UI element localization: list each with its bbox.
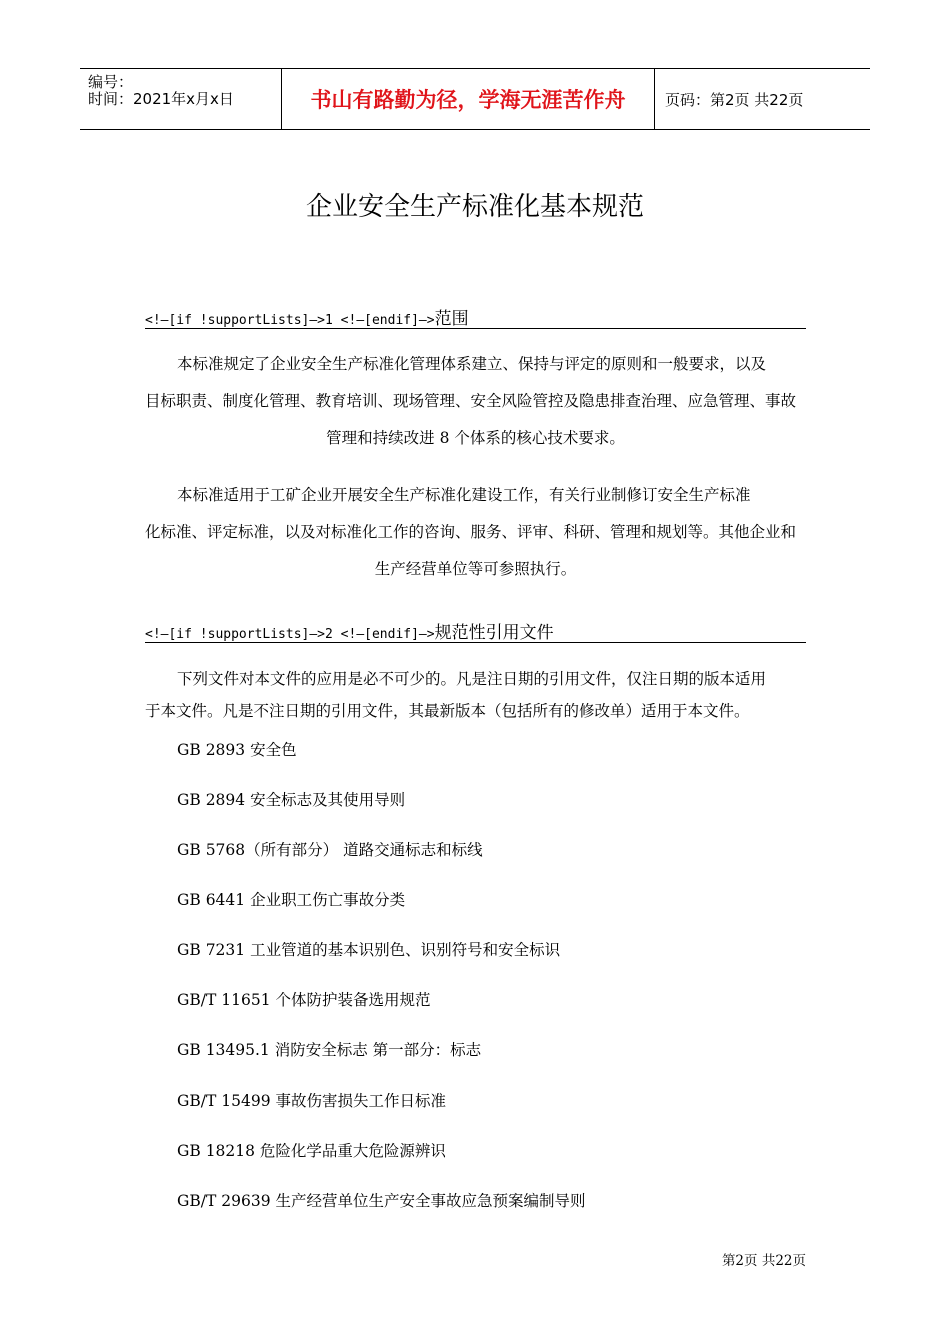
paragraph-line: 生产经营单位等可参照执行。 [374,560,577,578]
reference-item: GB/T 11651 个体防护装备选用规范 [177,991,431,1009]
paragraph-references-intro [145,663,806,727]
paragraph-scope-1 [145,346,806,457]
reference-item: GB/T 15499 事故伤害损失工作日标准 [177,1092,446,1110]
paragraph-line: 化标准、评定标准，以及对标准化工作的咨询、服务、评审、科研、管理和规划等。其他企业和 [145,523,797,541]
section-heading-scope [145,304,806,329]
paragraph-scope-2 [145,477,806,588]
paragraph-line: 本标准规定了企业安全生产标准化管理体系建立、保持与评定的原则和一般要求，以及 [177,355,767,373]
footer-page-number: 第2页 共22页 [721,1253,806,1269]
document-header [80,68,870,130]
section-list-marker: <!—[if !supportLists]—>1 <!—[endif]—> [145,313,435,328]
paragraph-line: 本标准适用于工矿企业开展安全生产标准化建设工作，有关行业制修订安全生产标准 [177,486,751,504]
reference-item: GB 5768（所有部分） 道路交通标志和标线 [177,841,483,859]
paragraph-line: 管理和持续改进 8 个体系的核心技术要求。 [326,429,625,447]
section-heading-text: 规范性引用文件 [434,623,554,643]
reference-item: GB 2893 安全色 [177,741,297,759]
time-label: 时间：2021年x月x日 [88,90,234,108]
reference-item: GB 2894 安全标志及其使用导则 [177,791,406,809]
reference-item: GB 6441 企业职工伤亡事故分类 [177,891,406,909]
reference-item: GB/T 29639 生产经营单位生产安全事故应急预案编制导则 [177,1192,586,1210]
paragraph-line: 下列文件对本文件的应用是必不可少的。凡是注日期的引用文件，仅注日期的版本适用 [177,670,767,688]
section-heading-references [145,618,806,643]
header-divider [654,69,655,129]
header-page-number: 页码：第2页 共22页 [665,90,804,109]
header-motto: 书山有路勤为径，学海无涯苦作舟 [310,88,626,112]
section-list-marker: <!—[if !supportLists]—>2 <!—[endif]—> [145,627,435,642]
reference-item: GB 13495.1 消防安全标志 第一部分：标志 [177,1041,482,1059]
reference-item: GB 18218 危险化学品重大危险源辨识 [177,1142,446,1160]
code-label: 编号： [88,73,134,91]
header-meta [88,69,282,129]
section-heading-text: 范围 [434,309,469,329]
document-title: 企业安全生产标准化基本规范 [305,192,644,222]
paragraph-line: 目标职责、制度化管理、教育培训、现场管理、安全风险管控及隐患排查治理、应急管理、事故 [145,392,797,410]
reference-item: GB 7231 工业管道的基本识别色、识别符号和安全标识 [177,941,561,959]
paragraph-line: 于本文件。凡是不注日期的引用文件，其最新版本（包括所有的修改单）适用于本文件。 [145,702,750,720]
